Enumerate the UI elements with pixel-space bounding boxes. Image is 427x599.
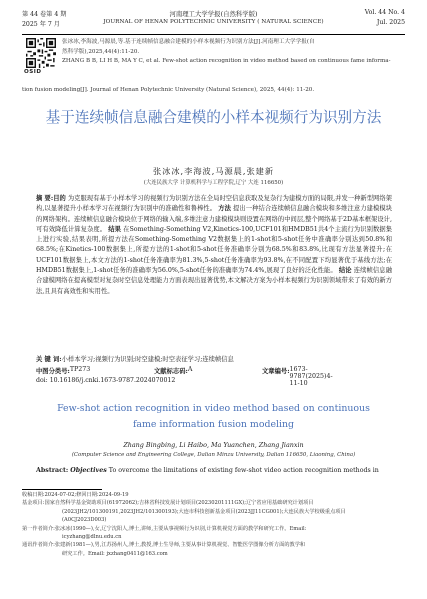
first-author-line-1: 第一作者简介:张冰冰(1990—),女,辽宁沈阳人,博士,讲师,主要从事视频行为识别,计算机视觉方面的教学和研究工作。Email: [22, 525, 307, 532]
clc-label: 中图分类号: [36, 368, 70, 375]
citation-cn-line-2: 然科学版),2025,44(4):11-20. [62, 48, 140, 55]
article-no-value: 1673-9787(2025)4-11-10 [289, 366, 333, 387]
abstract-aim-text: 为克服现有基于小样本学习的视频行为识别方法在全局时空信息获取及复杂行为建模方面的局限,并发一种新型网络架构,以显著提升小样本学习在视频行为识别中的准确性和鲁棒性。 [36, 195, 392, 213]
date-cn: 2025 年 7 月 [22, 21, 60, 28]
journal-name-cn: 河南理工大学学报(自然科学版) [169, 10, 258, 18]
authors-en: Zhang Bingbing, Li Haibo, Ma Yuanchen, Zhang Jianxin [123, 441, 304, 449]
citation-block-continued [22, 86, 405, 96]
date-en: Jul. 2025 [376, 19, 405, 26]
corresponding-author-line-1: 通讯作者简介:张建新(1981—),男,江苏扬州人,博士,教授,博士生导师,主要从事计算机视觉、智能医学图像分析方面的教学和 [22, 542, 306, 549]
keywords-label-cn: 关 键 词: [36, 356, 62, 363]
abstract-label-en: Abstract: [36, 467, 69, 474]
fund-line-2: (2023JH2/101300191,2023JH2/101300193);大连市科技创新基金项目(2023JJ11CG001);大连民族大学校级重点项目 [62, 508, 346, 515]
citation-block [62, 38, 405, 67]
abstract-result-text: 在Something-Something V2,Kinetics-100,UCF101和HMDB51共4个主流行为识别数据集上进行实验,结果表明,所提方法在Something-Something V2数据集上的1-shot和5-shot任务中准确率分别达到50.8%和68.5%;在Kinetics-100数据集上,所提方法的1-shot和5-shot任务准确率分别为68.5%和83.8%,比现有方法显著提升;在UCF101数据集上,本文方法的1-shot任务准确率为81.3%,5-shot任务准确率为93.8%,在不同配置下均显著优于基线方法;在HMDB51数据集上,1-shot任务的准确率为56.0%,5-shot任务的准确率为74.4%,展现了良好的泛化性能。 [36, 225, 393, 275]
citation-en-line-1: ZHANG B B, LI H B, MA Y C, et al. Few-shot action recognition in video method based on continuous fame informa- [62, 58, 391, 64]
doc-code-label: 文献标志码: [154, 368, 188, 375]
doi[interactable]: doi: 10.16186/j.cnki.1673-9787.2024070012 [36, 377, 176, 384]
footnotes [22, 491, 405, 558]
corresponding-author-line-2: 研究工作。Email: jxzhang0411@163.com [62, 550, 168, 557]
volume-en: Vol. 44 No. 4 [364, 9, 405, 16]
abstract-en-text: To overcome the limitations of existing few-shot video action recognition methods in [106, 467, 379, 474]
abstract-cn [36, 194, 392, 297]
citation-cn-line-1: 张冰冰,李海波,马源晨,等.基于连续帧信息融合建模的小样本视频行为识别方法[J].河南理工大学学报(自 [62, 39, 315, 45]
journal-name-en: JOURNAL OF HENAN POLYTECHNIC UNIVERSITY ( NATURAL SCIENCE) [103, 19, 324, 25]
abstract-aim-label: 目的 [53, 195, 66, 202]
abstract-conclusion-text: 连续帧信息融合建模网络在提高模型对复杂时空信息处理能力方面表现出显著优势,本文解决方案为小样本视频行为识别领域带来了有效的新方法,且具有高效性和实用性。 [36, 267, 392, 295]
keywords-cn [36, 355, 392, 365]
abstract-objectives-label: Objectives [70, 467, 107, 474]
abstract-result-label: 结果 [108, 225, 122, 233]
article-no-label: 文章编号: [262, 368, 290, 375]
clc-value: TP273 [69, 366, 91, 373]
fund-line-3: (A0CJ2023D003) [62, 517, 107, 524]
qr-code-label: OSID [24, 69, 42, 75]
volume-cn: 第 44 卷第 4 期 [22, 11, 67, 18]
abstract-label-cn: 摘 要: [36, 195, 54, 202]
authors-cn: 张冰冰,李海波,马源晨,张建新 [152, 166, 275, 176]
qr-code-icon [26, 38, 56, 68]
doc-code-value: A [187, 366, 193, 373]
paper-title-cn: 基于连续帧信息融合建模的小样本视频行为识别方法 [45, 109, 382, 126]
keywords-text-cn: 小样本学习;视频行为识别;时空建模;时空表征学习;连续帧信息 [61, 356, 234, 363]
abstract-en [36, 466, 392, 476]
paper-title-en: Few-shot action recognition in video method based on continuous fame information fusion modeling [57, 403, 370, 430]
fund-line-1: 国家自然科学基金资助项目(61972062);吉林省科技发展计划项目(20230201111GX);辽宁省应用基础研究计划项目 [44, 500, 314, 507]
citation-en-line-2: tion fusion modeling[J]. Journal of Henan Polytechnic University (Natural Science), 2025, 44(4): 11-20. [22, 87, 315, 93]
affiliation-cn: (大连民族大学 计算机科学与工程学院,辽宁 大连 116650) [143, 180, 284, 186]
abstract-conclusion-label: 结论 [338, 267, 352, 275]
abstract-method-text: 提出一种结合连续帧信息融合模块和多维注意力建模模块的网络架构。连续帧信息融合模块位于网络的输入端,多维注意力建模模块则设置在网络的中间层,整个网络基于2D基本框架设计,可有效降低计算复杂度。 [36, 205, 392, 233]
footnote-divider [22, 489, 102, 490]
received-date: 收稿日期:2024-07-02;修回日期:2024-09-19 [22, 492, 129, 498]
abstract-method-label: 方法 [218, 205, 231, 213]
first-author-line-2: icyzhang@dlnu.edu.cn [62, 534, 122, 541]
fund-label: 基金项目: [22, 500, 45, 507]
journal-header [22, 6, 405, 35]
affiliation-en: (Computer Science and Engineering College, Dalian Minzu University, Dalian 116650, Liaoning, China) [71, 452, 356, 458]
